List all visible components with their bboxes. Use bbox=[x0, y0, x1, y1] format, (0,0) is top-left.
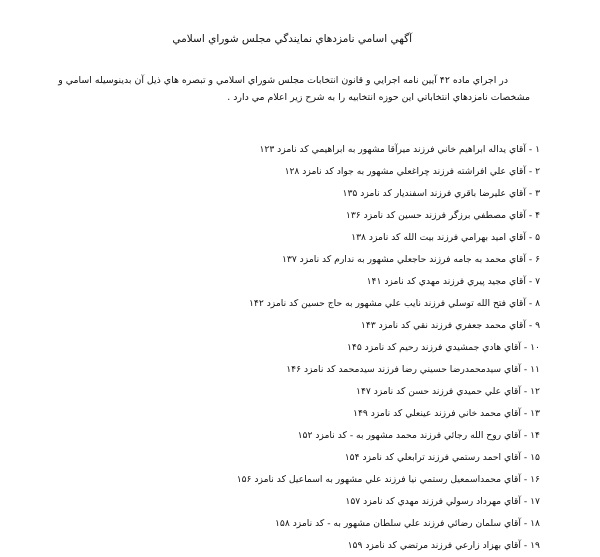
candidate-item: ۱۱ - آقاي سيدمحمدرضا حسيني رضا فرزند سيدمحمد كد نامزد ۱۴۶ bbox=[286, 364, 540, 375]
candidate-item: ۱۶ - آقاي محمداسمعيل رستمي نيا فرزند علي مشهور به اسماعيل كد نامزد ۱۵۶ bbox=[236, 474, 540, 485]
candidate-item: ۱۸ - آقاي سلمان رضائي فرزند علي سلطان مشهور به - كد نامزد ۱۵۸ bbox=[274, 518, 540, 529]
candidate-item: ۱۹ - آقاي بهزاد زارعي فرزند مرتضي كد نامزد ۱۵۹ bbox=[347, 540, 540, 551]
candidate-item: ۱ - آقاي يداله ابراهيم خاني فرزند ميرآقا مشهور به ابراهيمي كد نامزد ۱۲۳ bbox=[259, 144, 540, 155]
candidate-item: ۱۳ - آقاي محمد خاني فرزند عينعلي كد نامزد ۱۴۹ bbox=[353, 408, 540, 419]
candidate-item: ۵ - آقاي اميد بهرامي فرزند بيت الله كد نامزد ۱۳۸ bbox=[351, 232, 540, 243]
candidate-item: ۱۷ - آقاي مهرداد رسولي فرزند مهدي كد نامزد ۱۵۷ bbox=[345, 496, 540, 507]
candidate-item: ۷ - آقاي مجيد پيري فرزند مهدي كد نامزد ۱۴۱ bbox=[366, 276, 540, 287]
candidate-item: ۹ - آقاي محمد جعفري فرزند نقي كد نامزد ۱۴۳ bbox=[360, 320, 540, 331]
candidate-item: ۱۲ - آقاي علي حميدي فرزند حسن كد نامزد ۱۴۷ bbox=[356, 386, 540, 397]
candidate-item: ۱۵ - آقاي احمد رستمي فرزند ترابعلي كد نامزد ۱۵۴ bbox=[344, 452, 540, 463]
candidate-item: ۶ - آقاي محمد به جامه فرزند حاجعلي مشهور به ندارم كد نامزد ۱۳۷ bbox=[281, 254, 540, 265]
candidate-item: ۸ - آقاي فتح الله توسلي فرزند نايب علي مشهور به حاج حسين كد نامزد ۱۴۲ bbox=[248, 298, 540, 309]
candidate-item: ۱۴ - آقاي روح الله رجائي فرزند محمد مشهور به - كد نامزد ۱۵۲ bbox=[297, 430, 540, 441]
candidate-item: ۴ - آقاي مصطفي برزگر فرزند حسين كد نامزد ۱۳۶ bbox=[345, 210, 540, 221]
candidate-item: ۲ - آقاي علي افراشته فرزند چراغعلي مشهور به جواد كد نامزد ۱۲۸ bbox=[284, 166, 540, 177]
document-title: آگهي اسامي نامزدهاي نمايندگي مجلس شوراي اسلامي bbox=[172, 33, 412, 45]
intro-line-1: در اجراي ماده ۴۲ آيين نامه اجرايي و قانون انتخابات مجلس شوراي اسلامي و تبصره هاي ذيل آن بدينوسيله اسامي و bbox=[58, 75, 508, 86]
intro-line-2: مشخصات نامزدهاي انتخاباتي اين حوزه انتخابيه را به شرح زير اعلام مي دارد . bbox=[227, 92, 530, 103]
candidate-item: ۱۰ - آقاي هادي جمشيدي فرزند رحيم كد نامزد ۱۴۵ bbox=[346, 342, 540, 353]
candidate-item: ۳ - آقاي عليرضا باقري فرزند اسفنديار كد نامزد ۱۳۵ bbox=[342, 188, 540, 199]
candidate-list bbox=[20, 139, 540, 557]
